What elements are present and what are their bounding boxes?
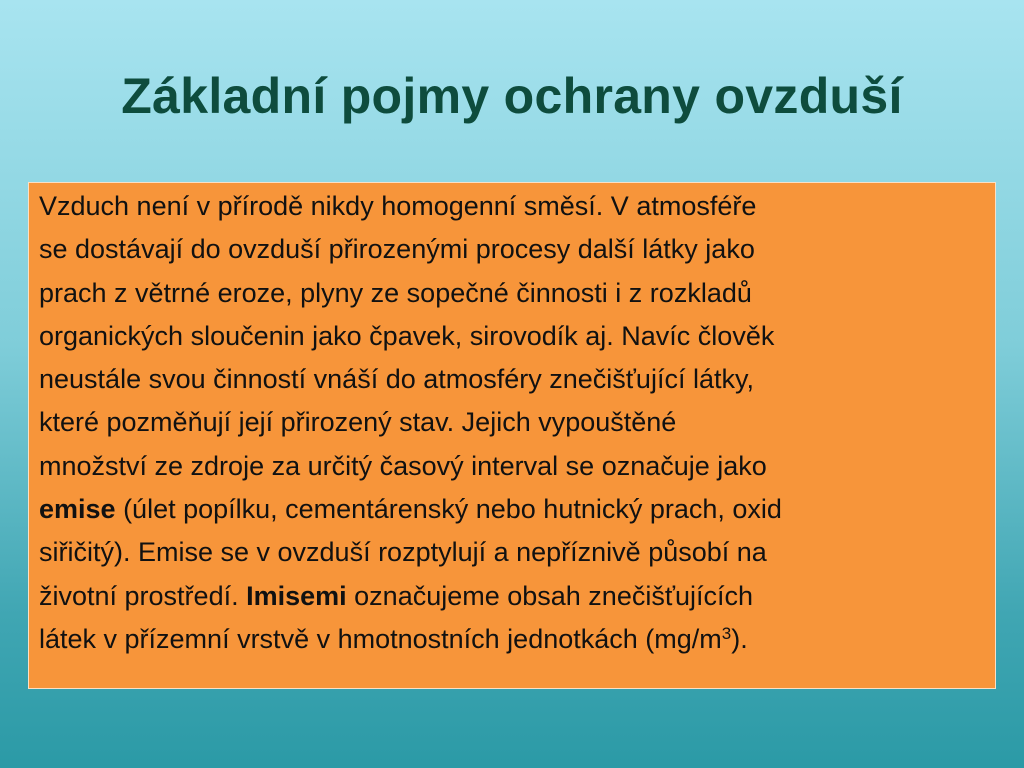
paragraph-line-8-text: (úlet popílku, cementárenský nebo hutnický prach, oxid [115,494,782,525]
text-box [28,182,996,689]
paragraph-line-11 [39,618,985,661]
slide-title: Základní pojmy ochrany ovzduší [121,68,903,124]
paragraph-line-2: se dostávají do ovzduší přirozenými procesy další látky jako [39,234,755,265]
paragraph-line-1: Vzduch není v přírodě nikdy homogenní směsí. V atmosféře [39,191,757,221]
paragraph-line-9: siřičitý). Emise se v ovzduší rozptylují a nepříznivě působí na [39,537,767,568]
paragraph-line-11-start: látek v přízemní vrstvě v hmotnostních jednotkách (mg/m [39,623,722,654]
paragraph-line-10-start: životní prostředí. [39,580,247,611]
paragraph-line-10 [39,575,985,618]
paragraph-line-8 [39,488,985,531]
paragraph-line-11-end: ). [731,623,748,654]
paragraph-line-6: které pozměňují její přirozený stav. Jejich vypouštěné [39,407,677,438]
term-imisemi: Imisemi [246,580,347,611]
paragraph-line-3: prach z větrné eroze, plyny ze sopečné činnosti i z rozkladů [39,277,752,308]
paragraph-line-10-text: označujeme obsah znečišťujících [346,580,754,611]
term-emise: emise [39,494,116,525]
unit-superscript: 3 [721,623,732,643]
paragraph-line-4: organických sloučenin jako čpavek, sirovodík aj. Navíc člověk [39,320,775,351]
paragraph-line-7: množství ze zdroje za určitý časový interval se označuje jako [39,450,767,481]
paragraph-line-5: neustále svou činností vnáší do atmosféry znečišťující látky, [39,364,754,395]
